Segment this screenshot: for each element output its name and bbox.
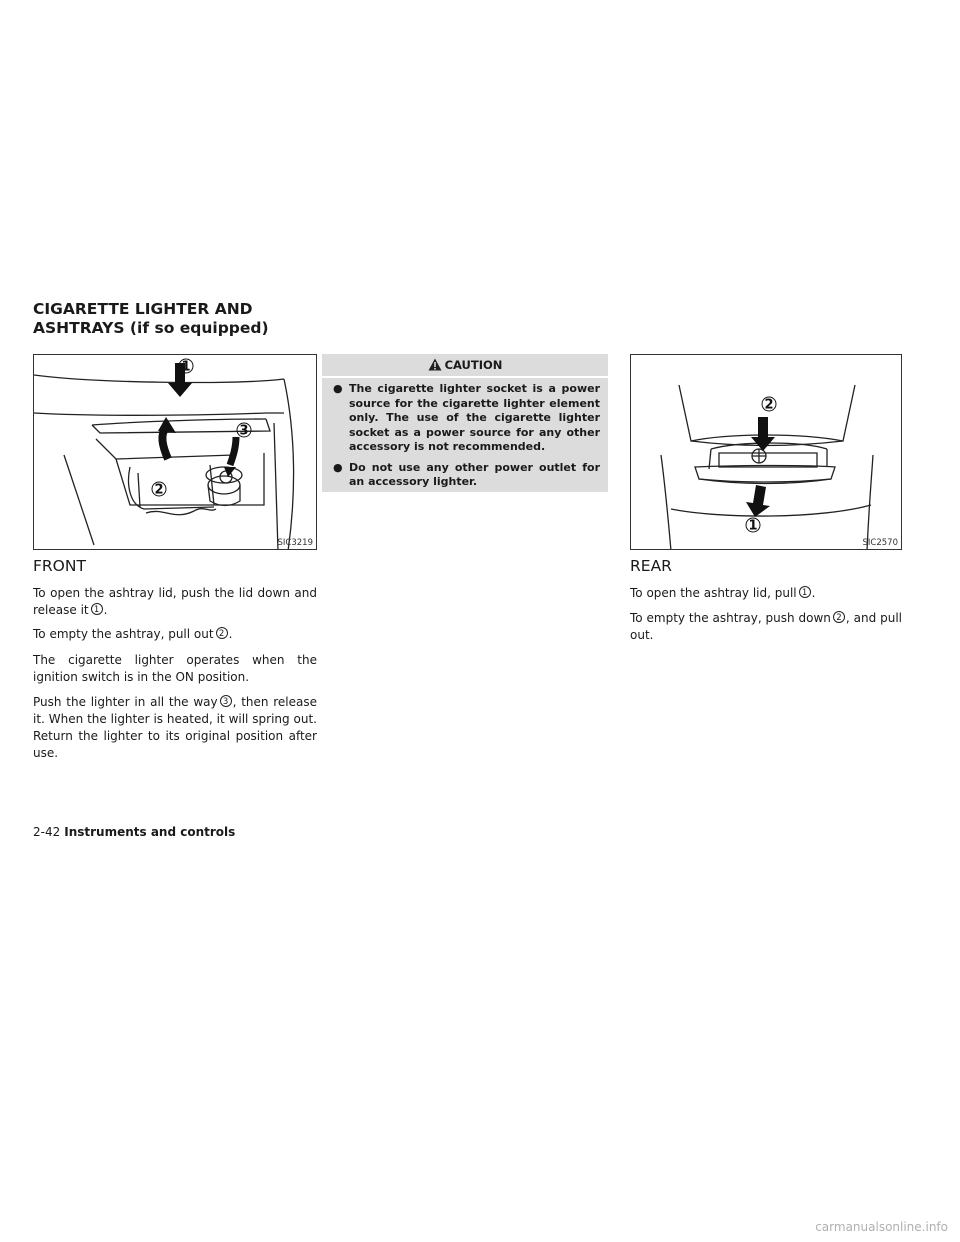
front-para-4: Push the lighter in all the way 3 , then release it. When the lighter is heated, it will spring out. Return the lighter to its original position after use. [33, 695, 318, 760]
rear-para-1: To open the ashtray lid, pull 1 . [630, 586, 816, 600]
caution-list [322, 382, 608, 496]
front-figure-code: SIC3219 [277, 538, 313, 548]
front-para-2: To empty the ashtray, pull out 2 . [33, 627, 233, 641]
step-2-icon: 2 [833, 611, 845, 623]
callout-2: 2 [154, 482, 164, 498]
front-para-3: The cigarette lighter operates when the ignition switch is in the ON position. [33, 653, 317, 684]
caution-item: ● Do not use any other power outlet for an accessory lighter. [333, 460, 600, 488]
step-1-icon: 1 [799, 586, 811, 598]
section-title: CIGARETTE LIGHTER AND ASHTRAYS (if so equipped) [33, 300, 269, 337]
watermark: carmanualsonline.info [815, 1220, 948, 1234]
front-ashtray-figure [33, 354, 317, 550]
front-heading: FRONT [33, 557, 86, 575]
rear-heading: REAR [630, 557, 672, 575]
bullet-icon: ● [333, 460, 343, 474]
bullet-icon: ● [333, 382, 343, 395]
callout-1: 1 [181, 359, 191, 375]
step-1-icon: 1 [91, 603, 103, 615]
front-para-1: To open the ashtray lid, push the lid down and release it 1 . [33, 586, 317, 617]
rear-ashtray-illustration [631, 355, 902, 550]
step-2-icon: 2 [216, 627, 228, 639]
callout-3: 3 [239, 423, 249, 439]
caution-title: CAUTION [444, 358, 503, 372]
caution-header [322, 354, 608, 378]
rear-figure-code: SIC2570 [862, 538, 898, 548]
callout-1: 1 [748, 518, 758, 534]
step-3-icon: 3 [220, 695, 232, 707]
page-number: 2-42 [33, 825, 61, 839]
front-ashtray-illustration [34, 355, 317, 550]
rear-para-2: To empty the ashtray, push down 2 , and pull out. [630, 611, 902, 642]
page-footer [33, 825, 235, 839]
footer-section: Instruments and controls [64, 825, 236, 839]
warning-icon [428, 358, 442, 371]
rear-ashtray-figure [630, 354, 902, 550]
caution-item: ● The cigarette lighter socket is a power source for the cigarette lighter element only. The use of the cigarette lighter socket as a power source for any other accessory is not recommended. [333, 382, 600, 453]
callout-2: 2 [764, 397, 774, 413]
caution-box [322, 354, 608, 492]
